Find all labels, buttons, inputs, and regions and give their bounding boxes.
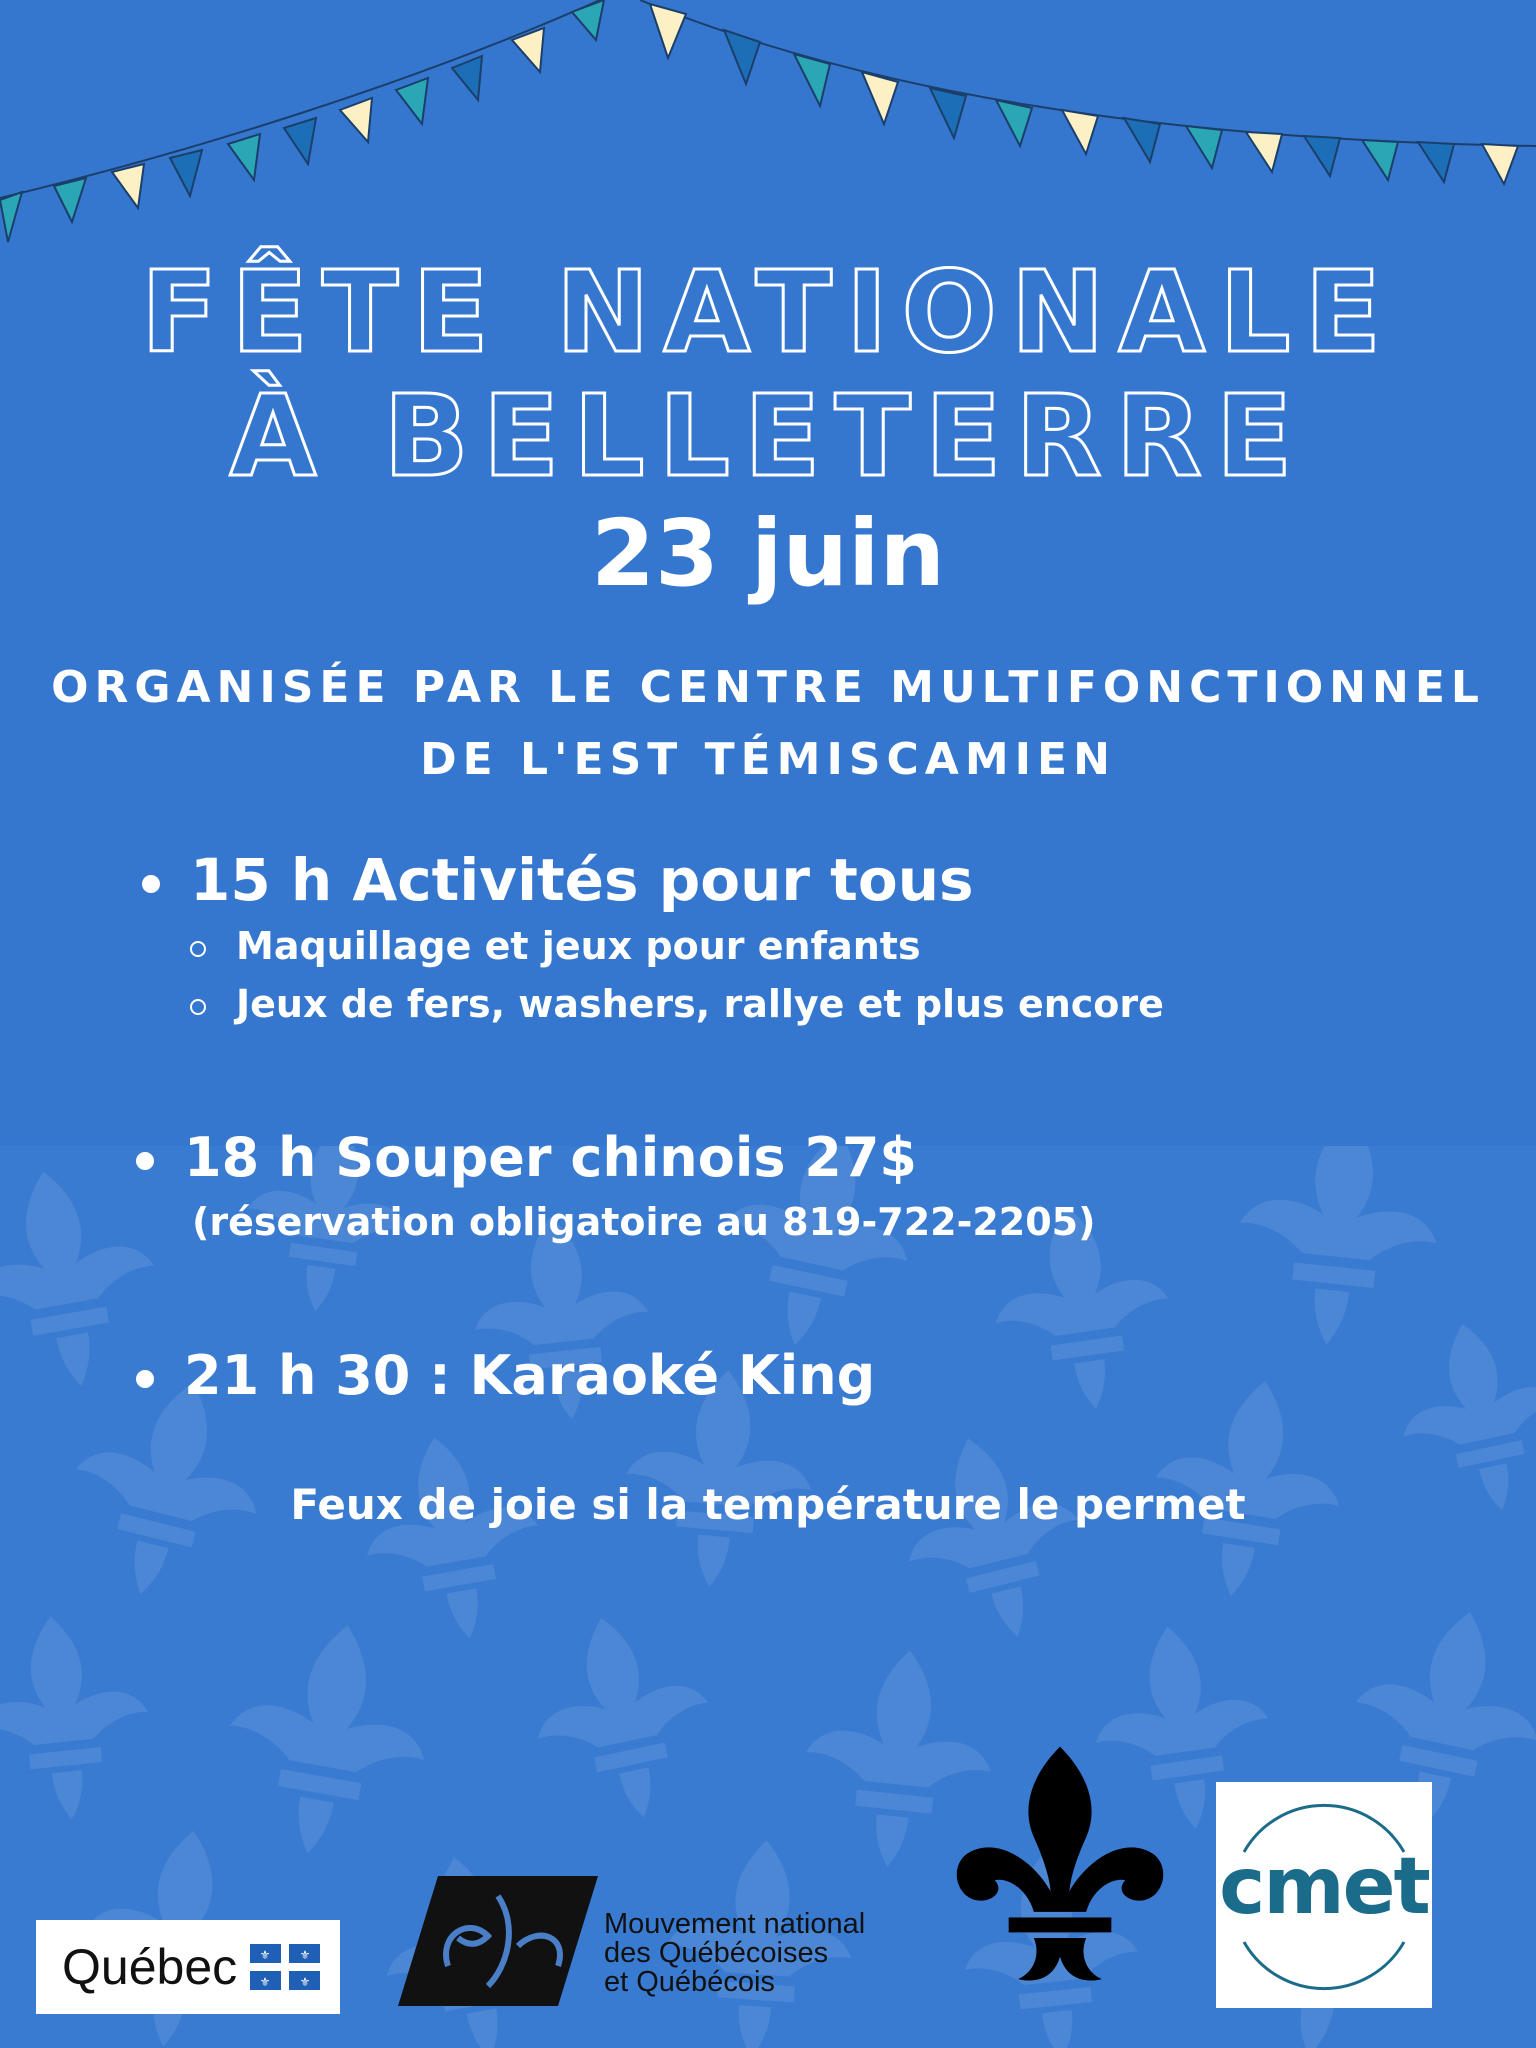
event-text: 21 h 30 : Karaoké King — [184, 1344, 876, 1407]
quebec-logo — [36, 1920, 340, 2014]
svg-text:⚜: ⚜ — [259, 1975, 271, 1989]
event-item-18h — [136, 1126, 917, 1189]
organizer-line-1: ORGANISÉE PAR LE CENTRE MULTIFONCTIONNEL — [51, 662, 1485, 713]
quebec-flag-icon — [250, 1944, 320, 1990]
event-date: 23 juin — [590, 500, 946, 607]
svg-text:⚜: ⚜ — [299, 1975, 311, 1989]
mnq-logo-text: Mouvement national des Québécoises et Québécois — [604, 1908, 866, 1998]
event-text: 18 h Souper chinois 27$ — [184, 1126, 918, 1189]
title-line-2: À BELLETERRE — [229, 372, 1307, 502]
title-line-1: FÊTE NATIONALE — [140, 248, 1396, 378]
event-sub-item — [190, 982, 1164, 1026]
bunting-decoration — [0, 0, 1536, 260]
quebec-logo-text: Québec — [62, 1939, 238, 1995]
svg-text:⚜: ⚜ — [299, 1948, 311, 1962]
bullet-dot — [142, 875, 160, 893]
svg-text:⚜: ⚜ — [259, 1948, 271, 1962]
reservation-note: (réservation obligatoire au 819-722-2205) — [192, 1200, 1096, 1244]
cmet-logo-text: cmet — [1219, 1842, 1429, 1932]
bullet-circle — [190, 999, 206, 1015]
event-sub-text: Jeux de fers, washers, rallye et plus encore — [236, 982, 1164, 1026]
event-text: 15 h Activités pour tous — [190, 846, 974, 914]
bonfire-note: Feux de joie si la température le permet — [290, 1480, 1246, 1529]
event-item-15h — [142, 846, 974, 914]
bullet-circle — [190, 941, 206, 957]
bullet-dot — [136, 1152, 154, 1170]
event-sub-text: Maquillage et jeux pour enfants — [236, 924, 921, 968]
bullet-dot — [136, 1370, 154, 1388]
cmet-logo — [1216, 1782, 1432, 2008]
fleur-de-lis-icon — [946, 1742, 1174, 1994]
event-item-21h30 — [136, 1344, 875, 1407]
organizer-line-2: DE L'EST TÉMISCAMIEN — [420, 734, 1116, 785]
event-sub-item — [190, 924, 921, 968]
